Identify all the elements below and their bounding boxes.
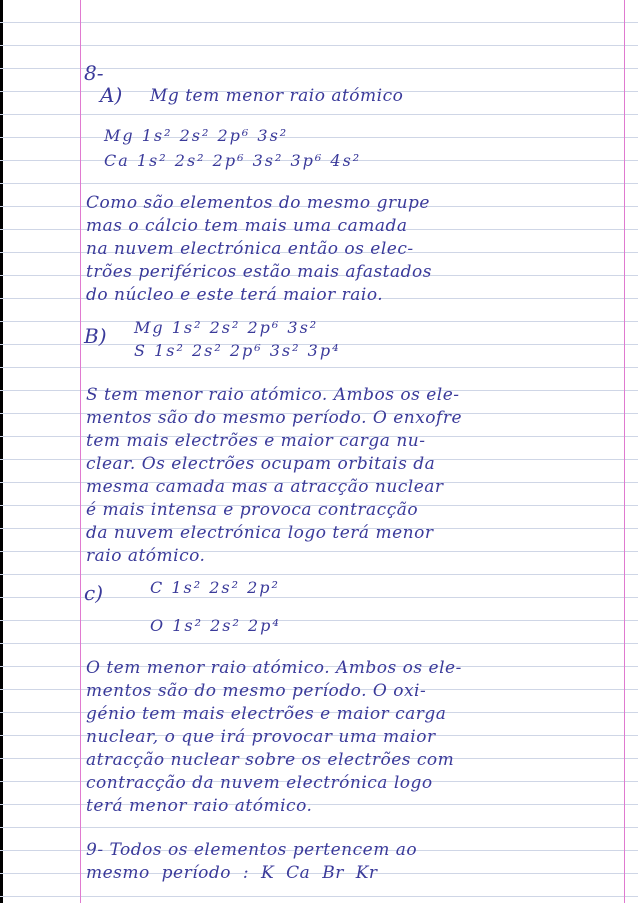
ruled-line [0,45,638,46]
part-b-line-6: é mais intensa e provoca contracção [86,500,419,520]
part-b-line-5: mesma camada mas a atracção nuclear [86,477,444,497]
config-o: O 1s² 2s² 2p⁴ [150,616,281,635]
ruled-line [0,643,638,644]
ruled-line [0,183,638,184]
config-ca: Ca 1s² 2s² 2p⁶ 3s² 3p⁶ 4s² [104,151,362,170]
part-c-line-3: génio tem mais electrões e maior carga [86,704,447,724]
ruled-line [0,827,638,828]
part-c-line-5: atracção nuclear sobre os electrões com [86,750,455,770]
part-c-line-6: contracção da nuvem electrónica logo [86,773,433,793]
ruled-line [0,367,638,368]
part-b-line-4: clear. Os electrões ocupam orbitais da [86,454,436,474]
ruled-line [0,22,638,23]
right-margin-line [624,0,625,903]
part-a-line-5: do núcleo e este terá maior raio. [86,285,384,305]
page-edge [0,0,3,903]
part-b-line-7: da nuvem electrónica logo terá menor [86,523,434,543]
config-mg-b: Mg 1s² 2s² 2p⁶ 3s² [134,318,319,337]
ruled-line [0,620,638,621]
question-8-number: 8- [84,61,104,85]
part-a-line-3: na nuvem electrónica então os elec- [86,239,414,259]
part-a-line-4: trões periféricos estão mais afastados [86,262,432,282]
config-s: S 1s² 2s² 2p⁶ 3s² 3p⁴ [134,341,341,360]
config-mg-a: Mg 1s² 2s² 2p⁶ 3s² [104,126,289,145]
part-c-line-1: O tem menor raio atómico. Ambos os ele- [86,658,462,678]
part-a-line-1: Como são elementos do mesmo grupe [86,193,430,213]
question-9-line-1: 9- Todos os elementos pertencem ao [86,840,418,860]
part-b-line-2: mentos são do mesmo período. O enxofre [86,408,463,428]
part-b-marker: B) [84,324,107,348]
part-c-marker: c) [84,581,104,605]
ruled-line [0,896,638,897]
left-margin-line [80,0,81,903]
part-c-line-4: nuclear, o que irá provocar uma maior [86,727,436,747]
part-a-heading: Mg tem menor raio atómico [150,86,404,106]
question-9-line-2: mesmo período : K Ca Br Kr [86,863,378,883]
ruled-line [0,321,638,322]
ruled-line [0,574,638,575]
part-c-line-7: terá menor raio atómico. [86,796,313,816]
config-c: C 1s² 2s² 2p² [150,578,280,597]
part-b-line-3: tem mais electrões e maior carga nu- [86,431,426,451]
part-a-line-2: mas o cálcio tem mais uma camada [86,216,408,236]
ruled-line [0,114,638,115]
part-c-line-2: mentos são do mesmo período. O oxi- [86,681,427,701]
part-b-line-8: raio atómico. [86,546,206,566]
part-a-marker: A) [100,83,123,107]
ruled-line [0,137,638,138]
part-b-line-1: S tem menor raio atómico. Ambos os ele- [86,385,460,405]
